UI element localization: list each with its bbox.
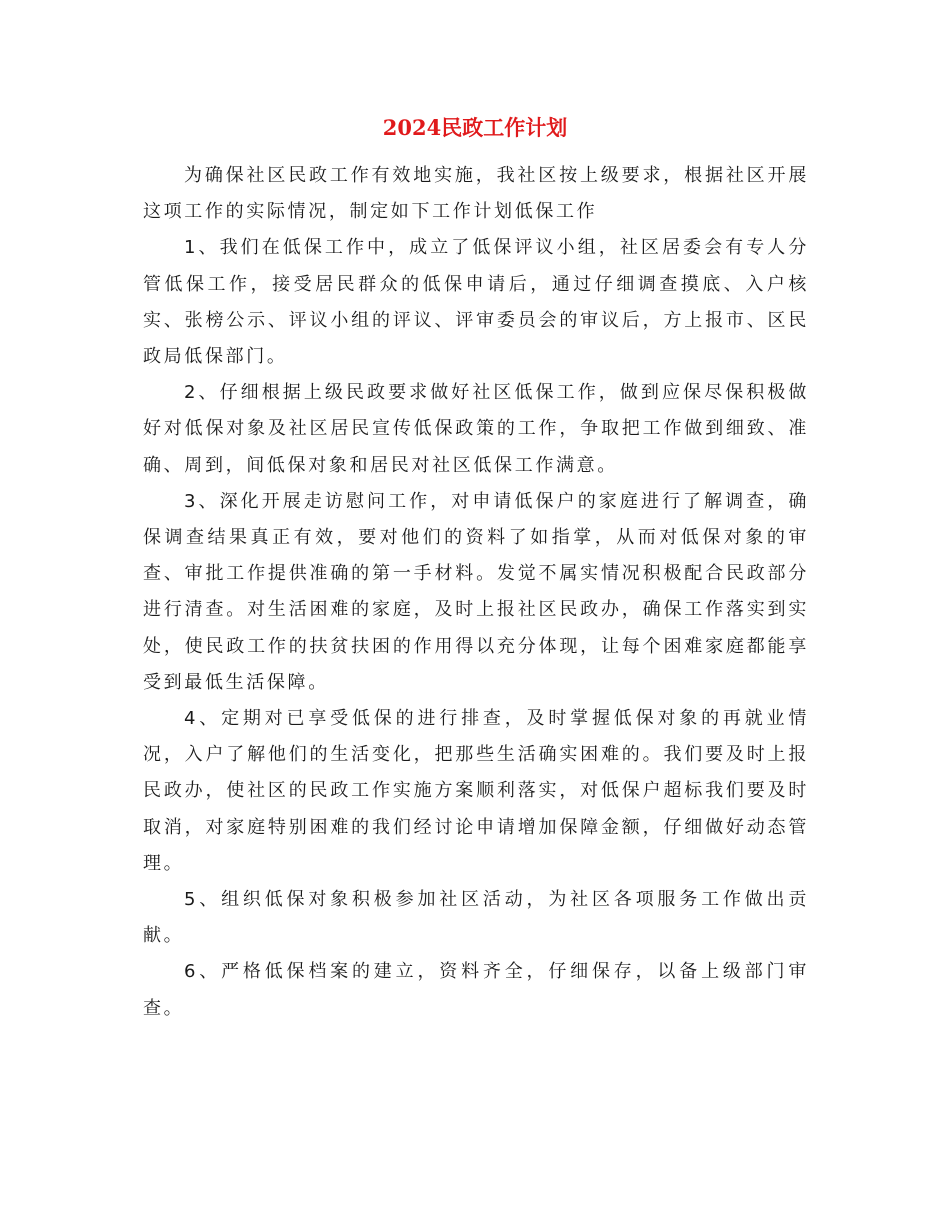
paragraph-item-1: 1、我们在低保工作中，成立了低保评议小组，社区居委会有专人分管低保工作，接受居民群众的低保申请后，通过仔细调查摸底、入户核实、张榜公示、评议小组的评议、评审委员会的审议后，方上报市、区民政局低保部门。 (143, 237, 809, 368)
paragraph-item-5: 5、组织低保对象积极参加社区活动，为社区各项服务工作做出贡献。 (143, 889, 809, 947)
paragraph-item-2: 2、仔细根据上级民政要求做好社区低保工作，做到应保尽保积极做好对低保对象及社区居民宣传低保政策的工作，争取把工作做到细致、准确、周到，间低保对象和居民对社区低保工作满意。 (143, 382, 809, 476)
document-title: 2024民政工作计划 (382, 115, 568, 140)
paragraph-intro: 为确保社区民政工作有效地实施，我社区按上级要求，根据社区开展这项工作的实际情况，制定如下工作计划低保工作 (143, 165, 809, 223)
document-body (143, 158, 809, 1027)
paragraph-item-6: 6、严格低保档案的建立，资料齐全，仔细保存，以备上级部门审查。 (143, 961, 809, 1019)
paragraph-item-3: 3、深化开展走访慰问工作，对申请低保户的家庭进行了解调查，确保调查结果真正有效，要对他们的资料了如指掌，从而对低保对象的审查、审批工作提供准确的第一手材料。发觉不属实情况积极配合民政部分进行清查。对生活困难的家庭，及时上报社区民政办，确保工作落实到实处，使民政工作的扶贫扶困的作用得以充分体现，让每个困难家庭都能享受到最低生活保障。 (143, 490, 809, 693)
paragraph-item-4: 4、定期对已享受低保的进行排查，及时掌握低保对象的再就业情况，入户了解他们的生活变化，把那些生活确实困难的。我们要及时上报民政办，使社区的民政工作实施方案顺利落实，对低保户超标我们要及时取消，对家庭特别困难的我们经讨论申请增加保障金额，仔细做好动态管理。 (143, 708, 809, 874)
